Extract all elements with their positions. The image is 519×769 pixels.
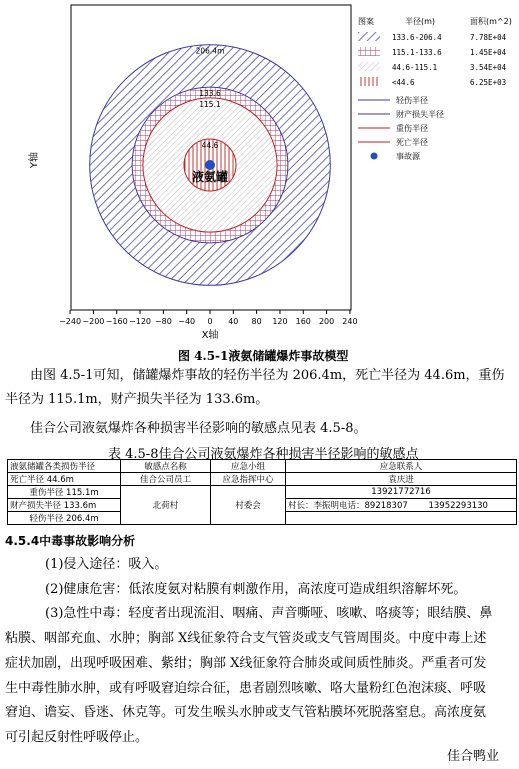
- table-header: 应急联系人: [286, 460, 517, 473]
- legend-range: 133.6-206.4: [392, 33, 442, 42]
- paragraph-line: (3)急性中毒：轻度者出现流泪、咽痛、声音嘶哑、咳嗽、咯痰等；眼结膜、鼻: [45, 606, 493, 621]
- source-label: 液氨罐: [191, 170, 229, 184]
- explosion-model-chart: [0, 0, 519, 345]
- legend-header-area: 面积(m^2): [470, 17, 512, 26]
- x-tick-label: 0: [207, 317, 213, 326]
- contact-phone: 13952293130: [428, 501, 488, 511]
- table-caption: 表 4.5-8佳合公司液氨爆炸各种损害半径影响的敏感点: [108, 447, 419, 462]
- sensitive-points-table: [7, 459, 517, 525]
- table-header: 液氨储罐各类损伤半径: [8, 460, 121, 473]
- ring-label: 133.6: [199, 89, 221, 99]
- ring-label: 206.4m: [195, 46, 225, 56]
- legend-range: 115.1-133.6: [392, 48, 442, 57]
- x-tick-label: 120: [272, 317, 288, 326]
- legend-range: <44.6: [392, 78, 415, 87]
- table-cell: 财产损失半径 133.6m: [8, 499, 121, 512]
- x-tick-label: −80: [154, 317, 172, 326]
- paragraph-line: (2)健康危害：低浓度氨对粘膜有刺激作用，高浓度可造成组织溶解坏死。: [45, 582, 467, 597]
- legend-swatch-dots: [358, 62, 380, 71]
- chart-legend: [352, 5, 517, 165]
- legend-area: 1.45E+04: [470, 48, 507, 57]
- legend-line-label: 事故源: [396, 152, 420, 161]
- legend-line-label: 重伤半径: [396, 124, 428, 133]
- page-footer: 佳合鸭业: [447, 749, 500, 764]
- paragraph-line: 窘迫、谵妄、昏迷、休克等。可发生喉头水肿或支气管粘膜坏死脱落窒息。高浓度氨: [5, 705, 487, 720]
- x-tick-label: −120: [129, 317, 152, 326]
- paragraph-line: 佳合公司液氨爆炸各种损害半径影响的敏感点见表 4.5-8。: [30, 421, 367, 436]
- accident-source-marker: [371, 153, 378, 160]
- table-cell: 轻伤半径 206.4m: [8, 512, 121, 525]
- x-tick-label: 240: [342, 317, 358, 326]
- paragraph-line: 症状加剧，出现呼吸困难、紫绀；胸部 X线征象符合肺炎或间质性肺炎。严重者可发: [5, 656, 487, 671]
- legend-swatch-cross: [358, 47, 380, 56]
- table-cell: 佳合公司员工: [121, 473, 211, 486]
- x-tick-label: −200: [82, 317, 105, 326]
- x-tick-label: −40: [178, 317, 196, 326]
- y-axis-label: Y轴: [29, 151, 40, 169]
- figure-caption: 图 4.5-1液氨储罐爆炸事故模型: [178, 349, 349, 363]
- table-cell: 北荷村: [121, 486, 211, 525]
- legend-line-label: 轻伤半径: [396, 96, 428, 105]
- paragraph-line: 可引起反射性呼吸停止。: [5, 730, 149, 745]
- legend-swatch-vert: [358, 77, 380, 86]
- paragraph-line: 半径为 115.1m，财产损失半径为 133.6m。: [5, 392, 269, 407]
- x-tick-label: 200: [318, 317, 335, 326]
- table-cell: 应急指挥中心: [211, 473, 286, 486]
- ring-label: 115.1: [199, 99, 221, 109]
- section-heading: 4.5.4中毒事故影响分析: [5, 534, 136, 548]
- paragraph-line: 生中毒性肺水肿，或有呼吸窘迫综合征，患者剧烈咳嗽、咯大量粉红色泡沫痰、呼吸: [5, 681, 487, 696]
- legend-area: 6.25E+03: [470, 78, 507, 87]
- x-axis-label: X轴: [201, 330, 219, 341]
- legend-line-label: 死亡半径: [396, 138, 428, 147]
- table-header: 应急小组: [211, 460, 286, 473]
- table-cell: 13921772716: [286, 486, 517, 499]
- x-tick-label: 80: [251, 317, 262, 326]
- legend-area: 3.54E+04: [470, 63, 507, 72]
- legend-swatch-diag: [358, 32, 380, 41]
- legend-area: 7.78E+04: [470, 33, 507, 42]
- legend-line-label: 财产损失半径: [396, 110, 444, 119]
- table-cell: [286, 499, 517, 512]
- contact-text: 村长：李振明电话：89218307: [288, 501, 408, 511]
- legend-header-pattern: 图案: [358, 17, 374, 26]
- x-tick-label: −240: [59, 317, 82, 326]
- table-header: 敏感点名称: [121, 460, 211, 473]
- radius-rings: [90, 45, 331, 286]
- x-tick-label: 160: [295, 317, 311, 326]
- table-cell: 重伤半径 115.1m: [8, 486, 121, 499]
- x-tick-label: 40: [228, 317, 239, 326]
- table-cell: 村委会: [211, 486, 286, 525]
- paragraph-line: (1)侵入途径：吸入。: [45, 557, 168, 572]
- legend-range: 44.6-115.1: [392, 63, 438, 72]
- x-tick-label: −160: [105, 317, 128, 326]
- accident-source-dot: [205, 160, 215, 170]
- table-cell: 死亡半径 44.6m: [8, 473, 121, 486]
- paragraph-line: 由图 4.5-1可知，储罐爆炸事故的轻伤半径为 206.4m，死亡半径为 44.6m，重伤: [30, 368, 505, 383]
- table-cell: [286, 512, 517, 525]
- legend-header-radius: 半径(m): [405, 17, 436, 26]
- table-cell: 袁庆进: [286, 473, 517, 486]
- paragraph-line: 粘膜、咽部充血、水肿；胸部 X线征象符合支气管炎或支气管周围炎。中度中毒上述: [5, 631, 487, 646]
- ring-label: 44.6: [201, 141, 219, 150]
